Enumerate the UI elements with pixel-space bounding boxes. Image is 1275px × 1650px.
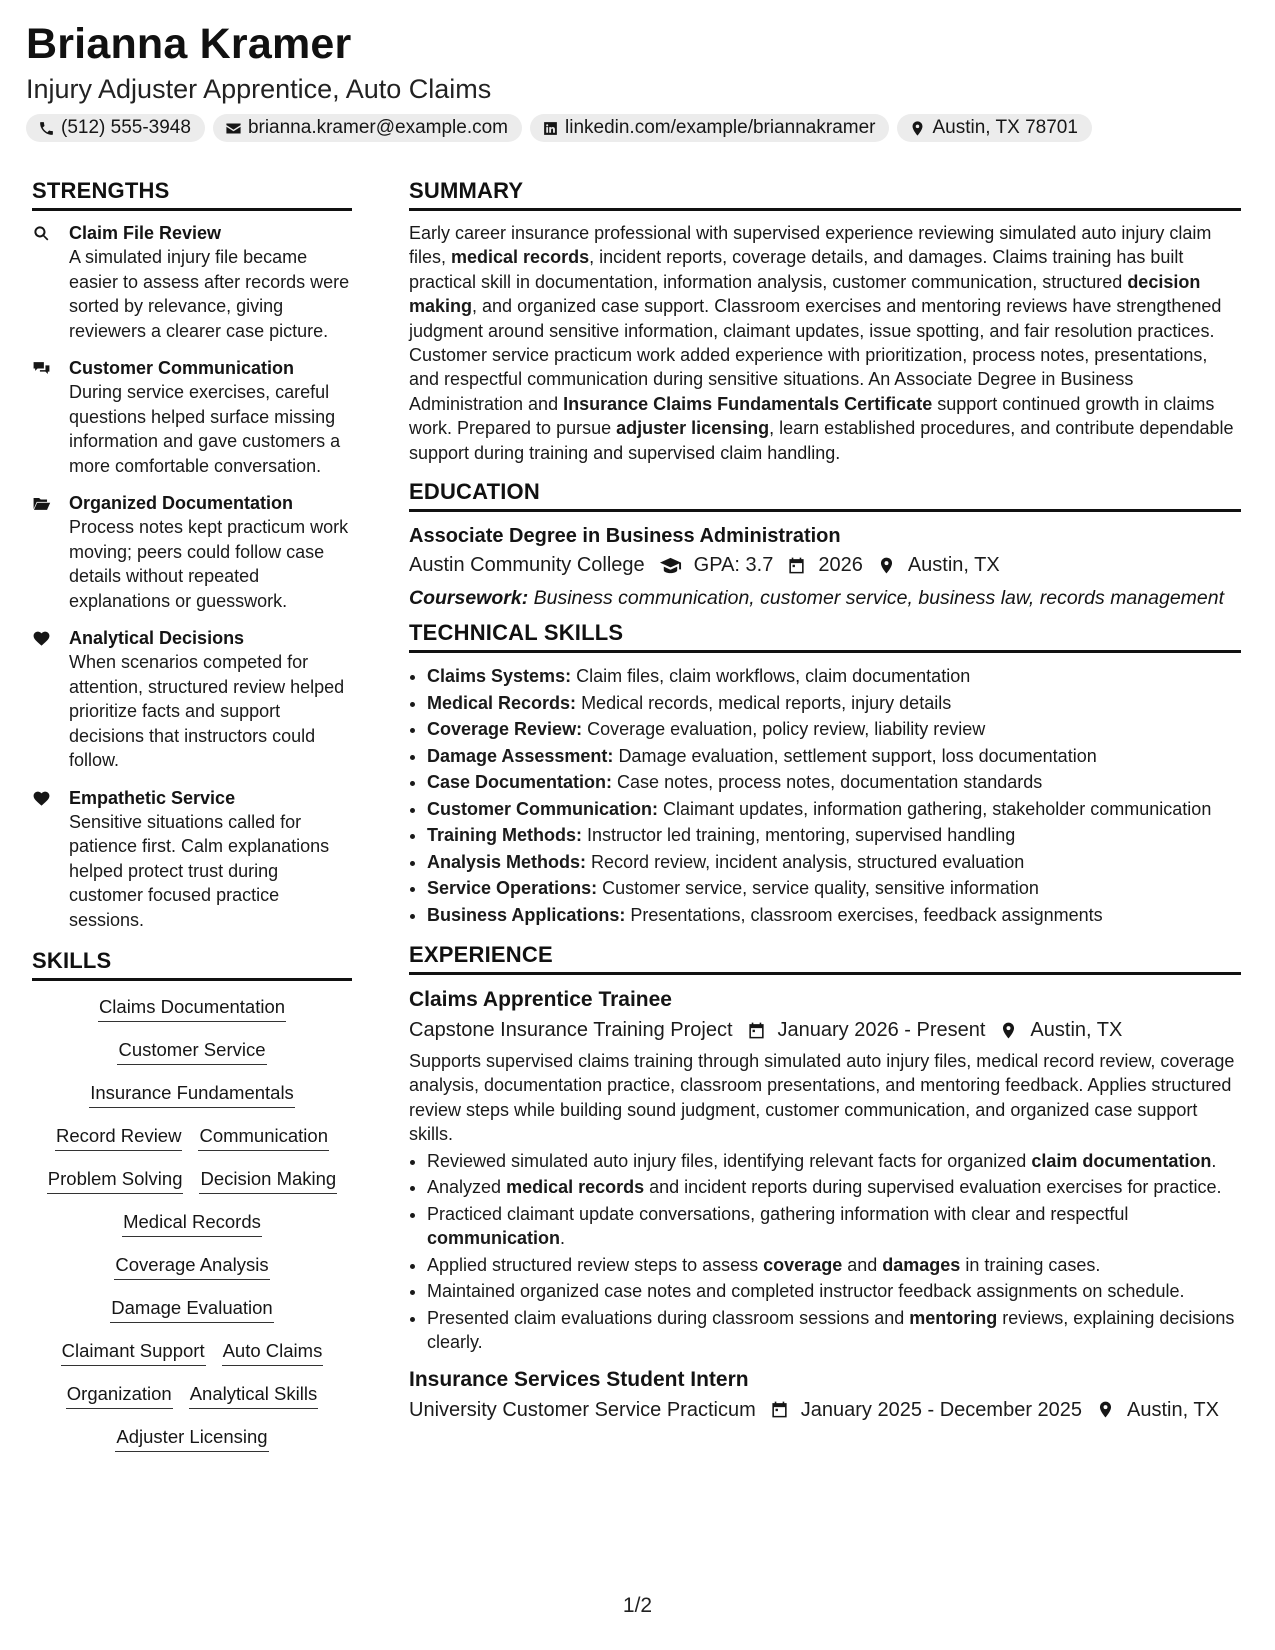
folder-open-icon <box>32 494 51 513</box>
skill-tag: Auto Claims <box>222 1339 324 1366</box>
skill-tag: Decision Making <box>199 1167 337 1194</box>
strength-item <box>32 356 352 478</box>
skill-values: Presentations, classroom exercises, feedback assignments <box>630 904 1103 925</box>
technical-skill-item <box>427 822 1241 849</box>
job-meta <box>409 1015 1241 1045</box>
technical-skill-item <box>427 796 1241 823</box>
calendar-icon <box>747 1021 766 1040</box>
skill-values: Coverage evaluation, policy review, liability review <box>587 719 986 740</box>
strengths-list <box>32 221 352 932</box>
candidate-title: Injury Adjuster Apprentice, Auto Claims <box>26 74 492 104</box>
linkedin-text: linkedin.com/example/briannakramer <box>565 117 876 138</box>
job-title: Insurance Services Student Intern <box>409 1367 749 1391</box>
skill-values: Customer service, service quality, sensitive information <box>602 878 1039 899</box>
strength-title: Empathetic Service <box>69 787 236 808</box>
gpa-text: GPA: 3.7 <box>693 554 774 577</box>
technical-skill-item <box>427 716 1241 743</box>
email-text: brianna.kramer@example.com <box>247 117 508 138</box>
skill-values: Case notes, process notes, documentation standards <box>617 772 1043 793</box>
job-entry <box>409 1365 1241 1425</box>
strength-description: A simulated injury file became easier to assess after records were sorted by relevance, giving reviewers a clearer case picture. <box>69 247 350 341</box>
experience-heading: EXPERIENCE <box>409 942 1241 975</box>
skill-category: Case Documentation: <box>427 772 613 793</box>
skills-row <box>32 1081 352 1108</box>
skill-tag: Customer Service <box>117 1038 266 1065</box>
skill-category: Business Applications: <box>427 904 626 925</box>
strength-title: Organized Documentation <box>69 493 294 513</box>
job-bullet: • Presented claim evaluations during classroom sessions and mentoring reviews, explaining decisions clearly. <box>427 1306 1241 1355</box>
skill-category: Service Operations: <box>427 878 598 899</box>
job-bullet: • Reviewed simulated auto injury files, identifying relevant facts for organized claim documentation. <box>427 1149 1241 1174</box>
technical-skill-item <box>427 663 1241 690</box>
skill-category: Claims Systems: <box>427 666 572 687</box>
technical-skill-item <box>427 875 1241 902</box>
skills-row <box>32 1339 352 1366</box>
degree-title: Associate Degree in Business Administration <box>409 525 841 548</box>
job-org: Capstone Insurance Training Project <box>409 1019 733 1042</box>
skill-tag: Insurance Fundamentals <box>89 1081 295 1108</box>
skills-heading: SKILLS <box>32 948 352 981</box>
strength-item <box>32 491 352 613</box>
phone-icon <box>38 120 55 137</box>
skill-category: Coverage Review: <box>427 719 583 740</box>
education-meta <box>409 550 1241 580</box>
job-org: University Customer Service Practicum <box>409 1398 756 1421</box>
calendar-icon <box>787 556 806 575</box>
skill-category: Damage Assessment: <box>427 745 614 766</box>
job-location: Austin, TX <box>1127 1398 1219 1421</box>
school-location: Austin, TX <box>907 554 1000 577</box>
job-dates: January 2026 - Present <box>777 1019 986 1042</box>
technical-skills-list <box>409 663 1241 928</box>
skills-row <box>32 995 352 1022</box>
strength-title: Analytical Decisions <box>69 628 245 648</box>
phone-text: (512) 555-3948 <box>61 117 191 138</box>
coursework-label: Coursework: <box>409 587 529 610</box>
skill-values: Record review, incident analysis, structured evaluation <box>591 851 1025 872</box>
job-title: Claims Apprentice Trainee <box>409 988 672 1012</box>
phone-pill[interactable] <box>26 114 205 142</box>
skill-tag: Claims Documentation <box>98 995 286 1022</box>
technical-skill-item <box>427 690 1241 717</box>
skill-category: Analysis Methods: <box>427 851 587 872</box>
skill-values: Medical records, medical reports, injury details <box>581 692 952 713</box>
skill-tag: Organization <box>66 1382 173 1409</box>
skill-category: Medical Records: <box>427 692 577 713</box>
skill-tag: Claimant Support <box>61 1339 206 1366</box>
strength-item <box>32 221 352 343</box>
school-name: Austin Community College <box>409 554 645 577</box>
job-dates: January 2025 - December 2025 <box>800 1398 1083 1421</box>
page-number: 1/2 <box>622 1594 653 1617</box>
graduation-year: 2026 <box>818 554 863 577</box>
coursework-text: Business communication, customer service, business law, records management <box>533 587 1225 610</box>
skills-row <box>32 1296 352 1323</box>
left-column <box>32 178 352 1452</box>
strength-description: Process notes kept practicum work moving; peers could follow case details without repeated explanations or guesswork. <box>69 517 349 611</box>
skill-category: Customer Communication: <box>427 798 659 819</box>
right-column <box>409 178 1241 1425</box>
education-heading: EDUCATION <box>409 479 1241 512</box>
skill-tag: Communication <box>198 1124 329 1151</box>
skill-tag: Analytical Skills <box>189 1382 319 1409</box>
skill-values: Instructor led training, mentoring, supervised handling <box>587 825 1016 846</box>
technical-skill-item <box>427 902 1241 929</box>
skills-row <box>32 1210 352 1237</box>
linkedin-pill[interactable] <box>530 114 889 142</box>
map-pin-icon <box>1096 1400 1115 1419</box>
skills-row <box>32 1253 352 1280</box>
job-bullet: • Practiced claimant update conversations, gathering information with clear and respectful communication. <box>427 1202 1241 1251</box>
summary-heading: SUMMARY <box>409 178 1241 211</box>
job-bullet: • Analyzed medical records and incident reports during supervised evaluation exercises for practice. <box>427 1175 1241 1200</box>
job-bullet: • Maintained organized case notes and completed instructor feedback assignments on schedule. <box>427 1279 1241 1304</box>
strengths-heading: STRENGTHS <box>32 178 352 211</box>
technical-skill-item <box>427 769 1241 796</box>
job-meta <box>409 1395 1241 1425</box>
strength-description: During service exercises, careful questions helped surface missing information and gave customers a more comfortable conversation. <box>69 382 341 476</box>
map-pin-icon <box>909 120 926 137</box>
job-entry <box>409 985 1241 1355</box>
coursework <box>409 586 1241 610</box>
skills-row <box>32 1124 352 1151</box>
email-pill[interactable] <box>213 114 522 142</box>
skill-tag: Medical Records <box>122 1210 262 1237</box>
location-pill[interactable] <box>897 114 1091 142</box>
technical-skills-heading: TECHNICAL SKILLS <box>409 620 1241 653</box>
summary-text: Early career insurance professional with supervised experience reviewing simulated auto injury claim files, medical records, incident reports, coverage details, and damages. Claims training has built practical skill in documentation, information analysis, customer communication, structured decision making, and organized case support. Classroom exercises and mentoring reviews have strengthened judgment around sensitive information, claimant updates, issue spotting, and fair resolution practices. Customer service practicum work added experience with prioritization, process notes, presentations, and respectful communication during sensitive situations. An Associate Degree in Business Administration and Insurance Claims Fundamentals Certificate support continued growth in claims work. Prepared to pursue adjuster licensing, learn established procedures, and contribute dependable support during training and supervised claim handling. <box>409 223 1234 463</box>
technical-skill-item <box>427 849 1241 876</box>
strength-title: Customer Communication <box>69 358 295 378</box>
comments-icon <box>32 359 51 378</box>
strength-item <box>32 626 352 773</box>
strength-description: Sensitive situations called for patience first. Calm explanations helped protect trust during customer focused practice sessions. <box>69 811 330 930</box>
skills-row <box>32 1382 352 1409</box>
skill-tag: Adjuster Licensing <box>115 1425 268 1452</box>
skill-category: Training Methods: <box>427 825 582 846</box>
skills-row <box>32 1038 352 1065</box>
envelope-icon <box>225 120 242 137</box>
skill-tag: Record Review <box>55 1124 182 1151</box>
linkedin-icon <box>542 120 559 137</box>
skill-values: Damage evaluation, settlement support, loss documentation <box>618 745 1097 766</box>
contact-bar <box>26 114 1092 142</box>
skill-values: Claim files, claim workflows, claim documentation <box>576 666 971 687</box>
technical-skill-item <box>427 743 1241 770</box>
location-text: Austin, TX 78701 <box>932 117 1078 138</box>
skill-tag: Coverage Analysis <box>114 1253 269 1280</box>
heart-icon <box>32 629 51 648</box>
skill-values: Claimant updates, information gathering, stakeholder communication <box>663 798 1212 819</box>
job-bullets <box>409 1149 1241 1355</box>
search-icon <box>32 224 51 243</box>
map-pin-icon <box>877 556 896 575</box>
job-bullet: • Applied structured review steps to assess coverage and damages in training cases. <box>427 1253 1241 1278</box>
skills-row <box>32 1167 352 1194</box>
skills-row <box>32 1425 352 1452</box>
job-summary: Supports supervised claims training through simulated auto injury files, medical record review, coverage analysis, documentation practice, classroom presentations, and mentoring feedback. Applies structured review steps while building sound judgment, customer communication, and organized case support skills. <box>409 1051 1235 1145</box>
skills-list <box>32 991 352 1452</box>
candidate-name: Brianna Kramer <box>26 20 352 68</box>
calendar-icon <box>770 1400 789 1419</box>
strength-item <box>32 786 352 933</box>
strength-description: When scenarios competed for attention, structured review helped prioritize facts and support decisions that instructors could follow. <box>69 652 345 770</box>
heart-icon <box>32 789 51 808</box>
graduation-cap-icon <box>659 554 682 577</box>
strength-title: Claim File Review <box>69 223 222 243</box>
job-location: Austin, TX <box>1030 1019 1123 1042</box>
skill-tag: Damage Evaluation <box>110 1296 273 1323</box>
map-pin-icon <box>999 1021 1018 1040</box>
skill-tag: Problem Solving <box>47 1167 184 1194</box>
